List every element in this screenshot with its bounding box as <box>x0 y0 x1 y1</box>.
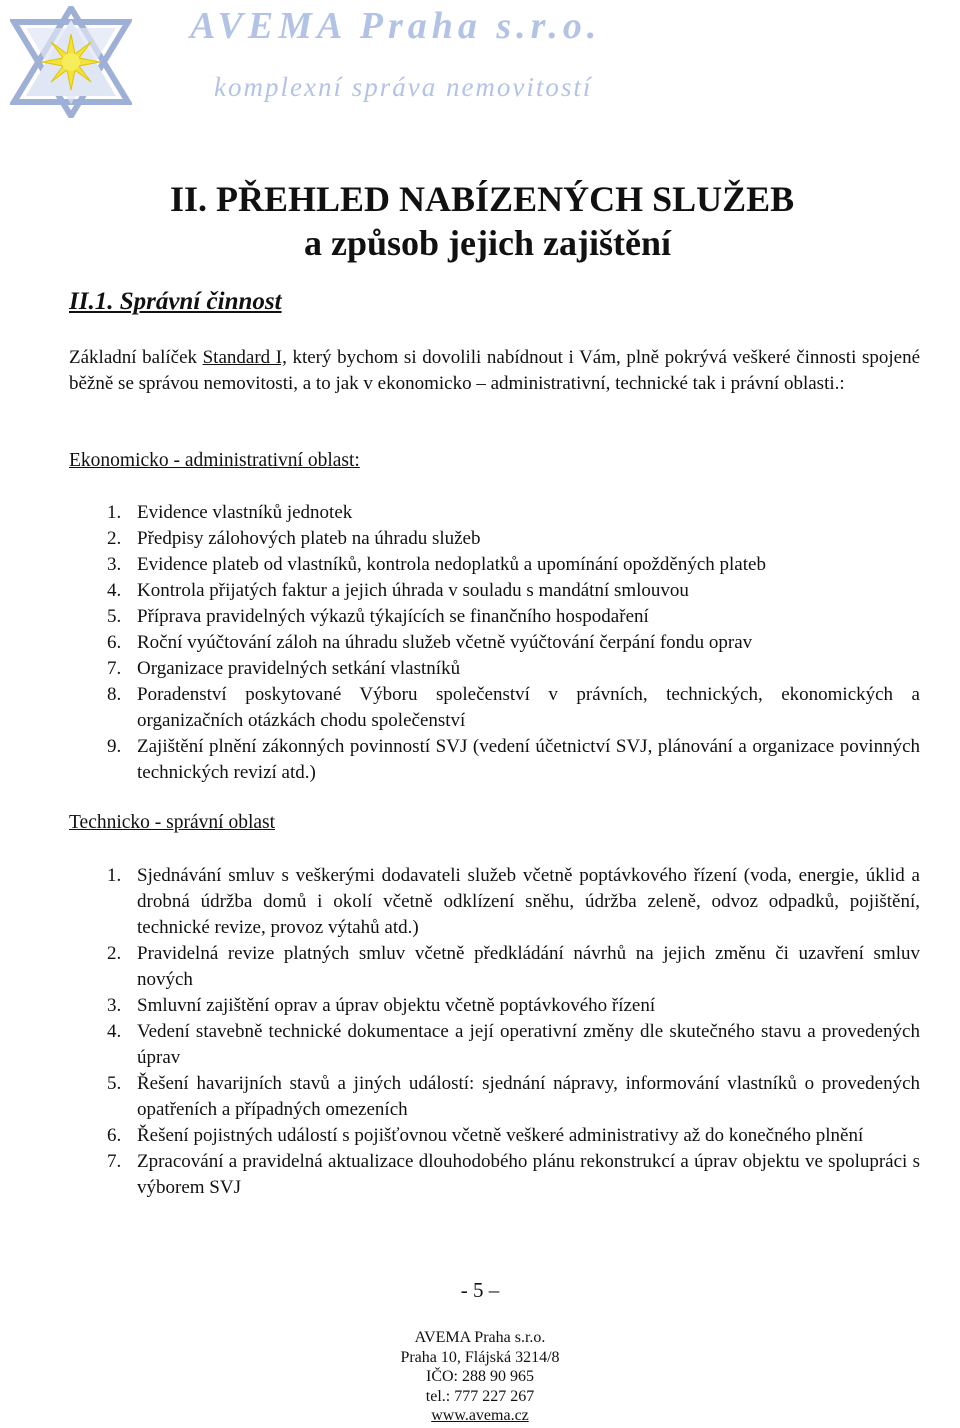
intro-text-start: Základní balíček <box>69 347 203 368</box>
item-text: Příprava pravidelných výkazů týkajících se finančního hospodaření <box>137 606 649 627</box>
section-heading: II.1. Správní činnost <box>69 288 282 315</box>
item-number: 7. <box>107 658 122 679</box>
footer-address: Praha 10, Flájská 3214/8 <box>400 1348 560 1366</box>
intro-paragraph <box>69 345 920 397</box>
item-number: 2. <box>107 528 122 549</box>
footer-phone: tel.: 777 227 267 <box>425 1387 535 1405</box>
item-text: Poradenství poskytované Výboru společenství v právních, technických, ekonomických a organizačních otázkách chodu společenství <box>137 684 920 731</box>
list-item <box>69 526 920 552</box>
footer-ico: IČO: 288 90 965 <box>426 1368 534 1386</box>
footer <box>0 1328 960 1426</box>
item-text: Kontrola přijatých faktur a jejich úhrada v souladu s mandátní smlouvou <box>137 580 689 601</box>
item-text: Zpracování a pravidelná aktualizace dlouhodobého plánu rekonstrukcí a úprav objektu ve spolupráci s výborem SVJ <box>137 1151 920 1198</box>
list-item <box>69 1149 920 1201</box>
page-title: II. PŘEHLED NABÍZENÝCH SLUŽEB <box>170 179 795 219</box>
footer-company: AVEMA Praha s.r.o. <box>414 1329 546 1346</box>
item-text: Předpisy zálohových plateb na úhradu služeb <box>137 528 481 549</box>
list-item <box>69 604 920 630</box>
page-number: - 5 – <box>460 1278 500 1302</box>
economic-heading: Ekonomicko - administrativní oblast: <box>69 450 360 471</box>
item-text: Zajištění plnění zákonných povinností SVJ (vedení účetnictví SVJ, plánování a organizace povinných technických revizí atd.) <box>137 736 920 783</box>
list-item <box>69 993 920 1019</box>
item-number: 1. <box>107 502 122 523</box>
item-text: Řešení havarijních stavů a jiných událostí: sjednání nápravy, informování vlastníků o provedených opatřeních a případných omezeních <box>137 1073 920 1120</box>
item-text: Sjednávání smluv s veškerými dodavateli služeb včetně poptávkového řízení (voda, energie, úklid a drobná údržba domů i okolí včetně odklízení sněhu, údržba zeleně, odvoz odpadků, pojištění, technické revize, provoz výtahů atd.) <box>137 865 920 938</box>
list-item <box>69 1019 920 1071</box>
list-item <box>69 941 920 993</box>
item-text: Evidence vlastníků jednotek <box>137 502 353 523</box>
item-number: 1. <box>107 865 122 886</box>
item-number: 8. <box>107 684 122 705</box>
economic-list <box>69 500 920 786</box>
footer-website-link[interactable]: www.avema.cz <box>431 1407 529 1425</box>
item-number: 2. <box>107 943 122 964</box>
technical-heading: Technicko - správní oblast <box>69 812 276 833</box>
item-text: Smluvní zajištění oprav a úprav objektu včetně poptávkového řízení <box>137 995 656 1016</box>
item-number: 4. <box>107 1021 122 1042</box>
item-text: Pravidelná revize platných smluv včetně předkládání návrhů na jejich změnu či uzavření smluv nových <box>137 943 920 990</box>
list-item <box>69 500 920 526</box>
item-text: Vedení stavebně technické dokumentace a její operativní změny dle skutečného stavu a provedených úprav <box>137 1021 920 1068</box>
technical-list <box>69 863 920 1201</box>
company-logo-icon <box>10 6 132 118</box>
list-item <box>69 630 920 656</box>
intro-text-end: který bychom si dovolili nabídnout i Vám, plně pokrývá veškeré činnosti spojené běžně se správou nemovitosti, a to jak v ekonomicko – administrativní, technické tak i právní oblasti.: <box>69 347 920 394</box>
item-number: 9. <box>107 736 122 757</box>
list-item <box>69 1071 920 1123</box>
page-subtitle: a způsob jejich zajištění <box>304 223 671 263</box>
list-item <box>69 734 920 786</box>
list-item <box>69 578 920 604</box>
list-item <box>69 656 920 682</box>
list-item <box>69 552 920 578</box>
item-number: 4. <box>107 580 122 601</box>
company-tagline: komplexní správa nemovitostí <box>214 72 593 102</box>
item-number: 6. <box>107 1125 122 1146</box>
item-number: 5. <box>107 1073 122 1094</box>
item-number: 3. <box>107 995 122 1016</box>
item-number: 5. <box>107 606 122 627</box>
list-item <box>69 1123 920 1149</box>
company-name: AVEMA Praha s.r.o. <box>190 5 602 47</box>
item-number: 7. <box>107 1151 122 1172</box>
package-name: Standard I, <box>202 347 287 368</box>
item-text: Řešení pojistných událostí s pojišťovnou včetně veškeré administrativy až do konečného plnění <box>137 1125 864 1146</box>
item-number: 3. <box>107 554 122 575</box>
list-item <box>69 863 920 941</box>
list-item <box>69 682 920 734</box>
item-number: 6. <box>107 632 122 653</box>
item-text: Roční vyúčtování záloh na úhradu služeb včetně vyúčtování čerpání fondu oprav <box>137 632 753 653</box>
item-text: Evidence plateb od vlastníků, kontrola nedoplatků a upomínání opožděných plateb <box>137 554 766 575</box>
item-text: Organizace pravidelných setkání vlastníků <box>137 658 461 679</box>
